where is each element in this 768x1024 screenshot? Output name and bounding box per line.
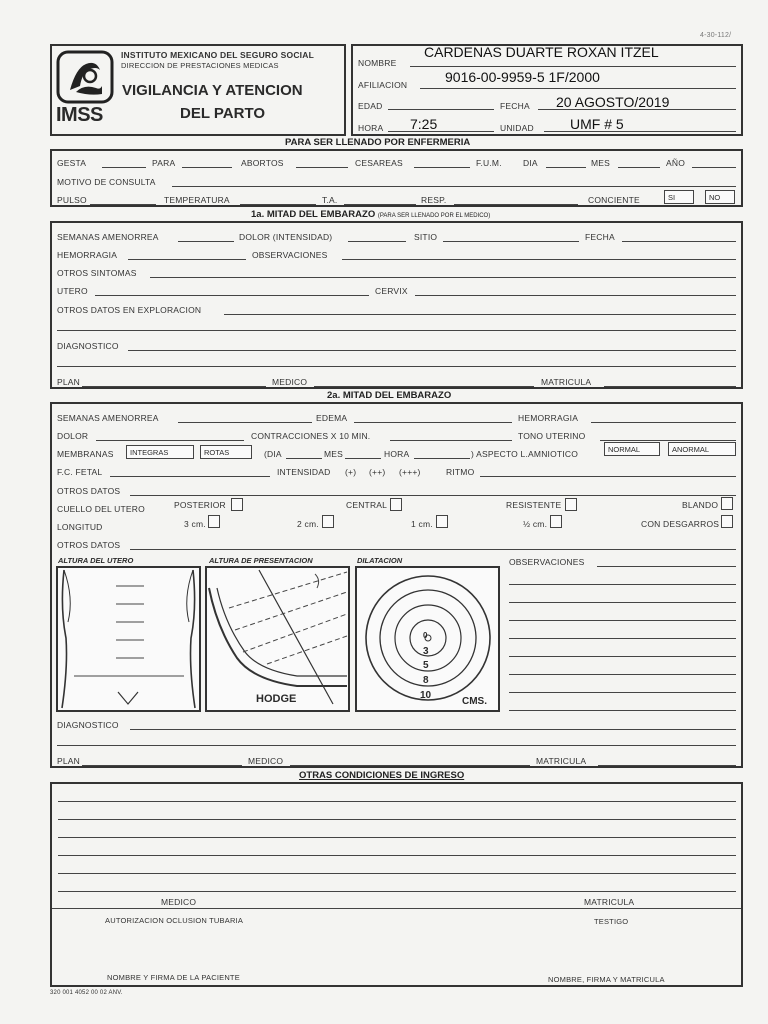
desgarros-label: CON DESGARROS (641, 519, 720, 529)
firma-paciente-label[interactable]: NOMBRE Y FIRMA DE LA PACIENTE (107, 973, 240, 982)
primera-mitad-title: 1a. MITAD DEL EMBARAZO (PARA SER LLENADO POR EL MEDICO) (251, 209, 491, 220)
fc-fetal-label: F.C. FETAL (57, 467, 103, 477)
motivo-label: MOTIVO DE CONSULTA (57, 177, 156, 187)
ingreso-line[interactable] (58, 855, 736, 856)
fum-dia-label: DIA (523, 158, 538, 168)
imss-logo (56, 50, 114, 104)
cm-half-checkbox[interactable] (550, 515, 562, 528)
fum-mes-label: MES (591, 158, 611, 168)
motivo-field[interactable] (172, 186, 736, 187)
sitio-label: SITIO (414, 232, 438, 242)
dilatacion-5-label: 5 (423, 660, 429, 671)
intensidad-plus1[interactable]: (+) (345, 467, 357, 477)
hora-field[interactable]: 7:25 (410, 116, 438, 132)
diagnostico-1-line2[interactable] (57, 366, 736, 367)
ingreso-section (50, 782, 743, 987)
dolor-2-label: DOLOR (57, 431, 89, 441)
semanas-amenorrea-2-field[interactable] (178, 422, 312, 423)
no-label: NO (709, 193, 721, 202)
hemorragia-1-label: HEMORRAGIA (57, 250, 118, 260)
ingreso-line[interactable] (58, 891, 736, 892)
cervix-field[interactable] (415, 295, 736, 296)
resistente-label: RESISTENTE (506, 500, 562, 510)
diagnostico-2-label: DIAGNOSTICO (57, 720, 119, 730)
otros-datos-2a-field[interactable] (130, 495, 736, 496)
semanas-amenorrea-2-label: SEMANAS AMENORREA (57, 413, 159, 423)
edema-field[interactable] (354, 422, 512, 423)
para-field[interactable] (182, 167, 232, 168)
membranas-hora-label: HORA (384, 449, 410, 459)
medico-2-label: MEDICO (248, 756, 284, 766)
observaciones-line[interactable] (509, 710, 736, 711)
rotas-label: ROTAS (204, 448, 230, 457)
contracciones-label: CONTRACCIONES X 10 MIN. (251, 431, 371, 441)
matricula-ingreso-label: MATRICULA (584, 897, 635, 907)
fecha-1-label: FECHA (585, 232, 615, 242)
cm2-label: 2 cm. (297, 519, 319, 529)
membranas-mes-label: MES (324, 449, 344, 459)
medico-2-field[interactable] (290, 765, 530, 766)
dilatacion-0-label: 0 (423, 631, 428, 640)
observaciones-line[interactable] (509, 674, 736, 675)
direction-name: DIRECCION DE PRESTACIONES MEDICAS (121, 61, 279, 70)
hemorragia-1-field[interactable] (128, 259, 246, 260)
cm3-label: 3 cm. (184, 519, 206, 529)
abortos-field[interactable] (296, 167, 348, 168)
altura-presentacion-label: ALTURA DE PRESENTACION (209, 556, 313, 565)
diagnostico-1-label: DIAGNOSTICO (57, 341, 119, 351)
cesareas-label: CESAREAS (355, 158, 403, 168)
membranas-mes-field[interactable] (345, 458, 381, 459)
nombre-label: NOMBRE (358, 58, 397, 68)
matricula-2-field[interactable] (598, 765, 736, 766)
fc-fetal-field[interactable] (110, 476, 270, 477)
posterior-checkbox[interactable] (231, 498, 243, 511)
cm1-label: 1 cm. (411, 519, 433, 529)
hora-label: HORA (358, 123, 384, 133)
integras-label: INTEGRAS (130, 448, 169, 457)
cervix-label: CERVIX (375, 286, 408, 296)
fecha-field[interactable]: 20 AGOSTO/2019 (556, 94, 670, 110)
posterior-label: POSTERIOR (174, 500, 226, 510)
otros-datos-2b-field[interactable] (130, 549, 736, 550)
membranas-dia-field[interactable] (286, 458, 322, 459)
plan-2-field[interactable] (82, 765, 242, 766)
para-label: PARA (152, 158, 176, 168)
ta-label: T.A. (322, 195, 338, 205)
edema-label: EDEMA (316, 413, 348, 423)
normal-label: NORMAL (608, 445, 641, 454)
rotas-checkbox[interactable] (200, 445, 252, 459)
dolor-intensidad-label: DOLOR (INTENSIDAD) (239, 232, 333, 242)
form-title-line1: VIGILANCIA Y ATENCION (122, 82, 303, 99)
central-checkbox[interactable] (390, 498, 402, 511)
abortos-label: ABORTOS (241, 158, 284, 168)
altura-presentacion-diagram[interactable] (205, 566, 350, 712)
hemorragia-2-field[interactable] (591, 422, 736, 423)
nombre-field[interactable]: CARDENAS DUARTE ROXAN ITZEL (424, 44, 659, 60)
observaciones-line[interactable] (509, 638, 736, 639)
tono-uterino-field[interactable] (600, 440, 736, 441)
firma-testigo-label[interactable]: NOMBRE, FIRMA Y MATRICULA (548, 975, 665, 984)
diagnostico-1-field[interactable] (128, 350, 736, 351)
consciente-si-checkbox[interactable] (664, 190, 694, 204)
fecha-label: FECHA (500, 101, 530, 111)
otros-sintomas-label: OTROS SINTOMAS (57, 268, 137, 278)
otros-exploracion-field[interactable] (224, 314, 736, 315)
form-title-line2: DEL PARTO (180, 105, 266, 122)
otros-datos-2b-label: OTROS DATOS (57, 540, 121, 550)
medico-1-field[interactable] (314, 386, 534, 387)
utero-field[interactable] (95, 295, 369, 296)
medico-1-label: MEDICO (272, 377, 308, 387)
gesta-label: GESTA (57, 158, 87, 168)
matricula-1-field[interactable] (604, 386, 736, 387)
consciente-no-checkbox[interactable] (705, 190, 735, 204)
normal-checkbox[interactable] (604, 442, 660, 456)
institution-name: INSTITUTO MEXICANO DEL SEGURO SOCIAL (121, 50, 314, 60)
si-label: SI (668, 193, 676, 202)
pulso-field[interactable] (90, 204, 156, 205)
altura-utero-label: ALTURA DEL UTERO (58, 556, 134, 565)
ta-field[interactable] (344, 204, 416, 205)
anormal-label: ANORMAL (672, 445, 710, 454)
fum-label: F.U.M. (476, 158, 502, 168)
ingreso-line[interactable] (58, 819, 736, 820)
blando-checkbox[interactable] (721, 497, 733, 510)
pulso-label: PULSO (57, 195, 87, 205)
ingreso-line[interactable] (58, 801, 736, 802)
resistente-checkbox[interactable] (565, 498, 577, 511)
otros-sintomas-field[interactable] (150, 277, 736, 278)
testigo-label: TESTIGO (594, 917, 629, 926)
fum-dia-field[interactable] (546, 167, 586, 168)
matricula-1-label: MATRICULA (541, 377, 592, 387)
observaciones-2-label: OBSERVACIONES (509, 557, 585, 567)
otros-exploracion-line2[interactable] (57, 330, 736, 331)
semanas-amenorrea-1-label: SEMANAS AMENORREA (57, 232, 159, 242)
blando-label: BLANDO (682, 500, 719, 510)
intensidad-label: INTENSIDAD (277, 467, 331, 477)
hodge-label: HODGE (256, 693, 297, 705)
footer-code: 320 001 4052 00 02 ANV. (50, 990, 123, 996)
cm3-checkbox[interactable] (208, 515, 220, 528)
plan-1-field[interactable] (82, 386, 266, 387)
observaciones-line[interactable] (509, 602, 736, 603)
central-label: CENTRAL (346, 500, 388, 510)
membranas-dia-label: (DIA (264, 449, 282, 459)
plan-2-label: PLAN (57, 756, 81, 766)
gesta-field[interactable] (102, 167, 146, 168)
ingreso-line[interactable] (58, 873, 736, 874)
observaciones-line[interactable] (509, 656, 736, 657)
dilatacion-3-label: 3 (423, 646, 429, 657)
otros-datos-2a-label: OTROS DATOS (57, 486, 121, 496)
edad-field[interactable] (388, 109, 494, 110)
observaciones-1-label: OBSERVACIONES (252, 250, 328, 260)
desgarros-checkbox[interactable] (721, 515, 733, 528)
observaciones-line[interactable] (509, 692, 736, 693)
observaciones-line[interactable] (509, 584, 736, 585)
consciente-label: CONCIENTE (588, 195, 640, 205)
dilatacion-10-label: 10 (420, 690, 432, 701)
observaciones-line[interactable] (509, 620, 736, 621)
anormal-checkbox[interactable] (668, 442, 736, 456)
unidad-field[interactable]: UMF # 5 (570, 116, 624, 132)
membranas-hora-field[interactable] (414, 458, 470, 459)
contracciones-field[interactable] (390, 440, 512, 441)
intensidad-plus2[interactable]: (++) (369, 467, 386, 477)
longitud-label: LONGITUD (57, 522, 103, 532)
cuello-utero-label: CUELLO DEL UTERO (57, 504, 145, 514)
utero-label: UTERO (57, 286, 88, 296)
observaciones-2-field[interactable] (597, 566, 736, 567)
semanas-amenorrea-1-field[interactable] (178, 241, 234, 242)
temperatura-label: TEMPERATURA (164, 195, 230, 205)
ingreso-line[interactable] (58, 837, 736, 838)
cm-half-label: ½ cm. (523, 519, 548, 529)
cesareas-field[interactable] (414, 167, 470, 168)
membranas-label: MEMBRANAS (57, 449, 114, 459)
otros-exploracion-label: OTROS DATOS EN EXPLORACION (57, 305, 202, 315)
fum-mes-field[interactable] (618, 167, 660, 168)
sitio-field[interactable] (443, 241, 579, 242)
dilatacion-8-label: 8 (423, 675, 429, 686)
fum-anio-field[interactable] (692, 167, 736, 168)
afiliacion-label: AFILIACION (358, 80, 408, 90)
edad-label: EDAD (358, 101, 383, 111)
intensidad-plus3[interactable]: (+++) (399, 467, 421, 477)
cms-label: CMS. (462, 696, 487, 707)
aspecto-amniotico-label: ) ASPECTO L.AMNIOTICO (471, 449, 579, 459)
plan-1-label: PLAN (57, 377, 81, 387)
afiliacion-field[interactable]: 9016-00-9959-5 1F/2000 (445, 69, 600, 85)
ritmo-field[interactable] (480, 476, 736, 477)
ritmo-label: RITMO (446, 467, 475, 477)
matricula-2-label: MATRICULA (536, 756, 587, 766)
diagnostico-2-field[interactable] (130, 729, 736, 730)
temperatura-field[interactable] (240, 204, 316, 205)
dolor-2-field[interactable] (96, 440, 244, 441)
unidad-label: UNIDAD (500, 123, 534, 133)
tono-uterino-label: TONO UTERINO (518, 431, 586, 441)
ingreso-title: OTRAS CONDICIONES DE INGRESO (299, 770, 465, 781)
resp-label: RESP. (421, 195, 447, 205)
form-code: 4-30-112/ (700, 32, 732, 39)
dilatacion-label: DILATACION (357, 556, 403, 565)
cm1-checkbox[interactable] (436, 515, 448, 528)
cm2-checkbox[interactable] (322, 515, 334, 528)
enfermeria-title: PARA SER LLENADO POR ENFERMERIA (285, 137, 471, 148)
segunda-mitad-title: 2a. MITAD DEL EMBARAZO (327, 390, 452, 401)
altura-utero-diagram[interactable] (56, 566, 201, 712)
integras-checkbox[interactable] (126, 445, 194, 459)
diagnostico-2-line2[interactable] (57, 745, 736, 746)
autorizacion-label: AUTORIZACION OCLUSION TUBARIA (105, 916, 244, 925)
observaciones-1-field[interactable] (342, 259, 736, 260)
fum-anio-label: AÑO (666, 158, 686, 168)
medico-ingreso-label: MEDICO (161, 897, 197, 907)
dolor-intensidad-field[interactable] (348, 241, 406, 242)
ingreso-divider (52, 908, 741, 909)
hemorragia-2-label: HEMORRAGIA (518, 413, 579, 423)
imss-logo-text: IMSS (56, 104, 103, 126)
fecha-1-field[interactable] (622, 241, 736, 242)
resp-field[interactable] (454, 204, 578, 205)
